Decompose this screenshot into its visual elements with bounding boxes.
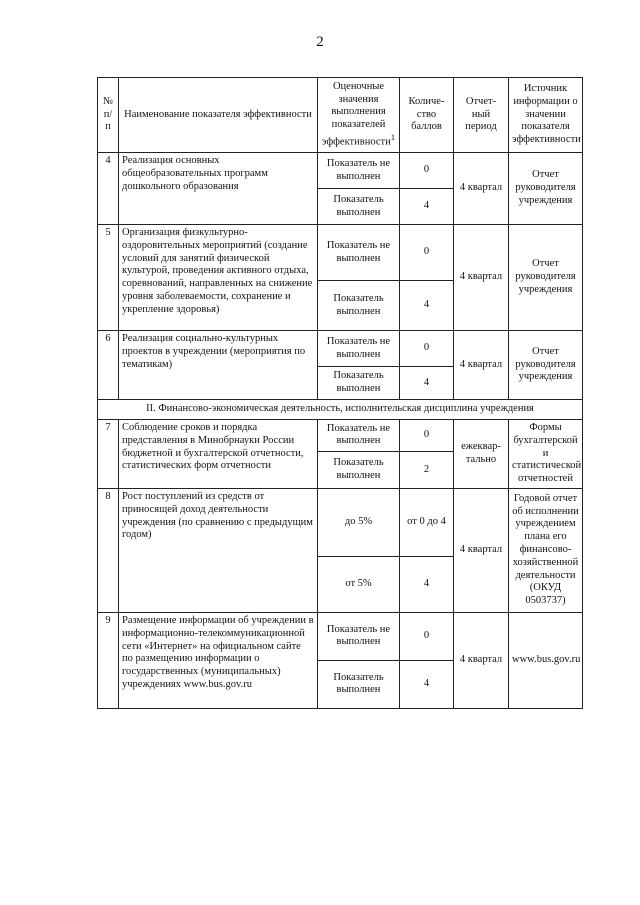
criterion-not-met: Показатель не выполнен [318,420,400,452]
table-row [98,612,583,660]
points-met: 4 [400,367,454,400]
section-row [98,400,583,420]
table-row [98,488,583,556]
row-number: 5 [98,225,119,331]
header-name: Наименование показателя эффективности [119,78,318,153]
header-criteria-footnote: 1 [390,131,396,142]
criterion-not-met: Показатель не выполнен [318,331,400,367]
indicator-name: Реализация социально-культурных проектов в учреждении (мероприятия по тематикам) [119,331,318,400]
criterion-met: Показатель выполнен [318,367,400,400]
header-points: Количе-ство баллов [400,78,454,153]
criterion-met: Показатель выполнен [318,281,400,331]
criterion-met: Показатель выполнен [318,660,400,708]
header-num: № п/п [98,78,119,153]
criterion-not-met: Показатель не выполнен [318,225,400,281]
row-number: 9 [98,612,119,708]
criterion-met: Показатель выполнен [318,189,400,225]
table-row [98,153,583,189]
info-source: www.bus.gov.ru [509,612,583,708]
header-row [98,78,583,153]
criterion-met: Показатель выполнен [318,451,400,488]
report-period: 4 квартал [454,612,509,708]
header-period: Отчет-ный период [454,78,509,153]
row-number: 4 [98,153,119,225]
points-not-met: 0 [400,331,454,367]
kpi-table [97,77,583,709]
points-met: 2 [400,451,454,488]
report-period: 4 квартал [454,225,509,331]
points-not-met: 0 [400,612,454,660]
header-criteria [318,78,400,153]
row-number: 7 [98,420,119,489]
criterion-range-high: от 5% [318,556,400,612]
page-number: 2 [316,34,324,50]
section-title: II. Финансово-экономическая деятельность, исполнительская дисциплина учреждения [98,400,583,420]
points-not-met: 0 [400,225,454,281]
report-period: 4 квартал [454,488,509,612]
indicator-name: Размещение информации об учреждении в информационно-телекоммуникационной сети «Интернет» на официальном сайте по размещению информации о государственных (муниципальных) учреждениях www.bus.gov.ru [119,612,318,708]
criterion-not-met: Показатель не выполнен [318,612,400,660]
points-range-high: 4 [400,556,454,612]
indicator-name: Организация физкультурно-оздоровительных мероприятий (создание условий для занятий физической культурой, проведения активного отдыха, соревнований, направленных на снижение уровня заболеваемости, сохранение и укрепление здоровья) [119,225,318,331]
info-source: Формы бухгалтерской и статистической отчетностей [509,420,583,489]
info-source: Отчет руководителя учреждения [509,331,583,400]
criterion-range-low: до 5% [318,488,400,556]
criterion-not-met: Показатель не выполнен [318,153,400,189]
info-source: Отчет руководителя учреждения [509,153,583,225]
table-row [98,225,583,281]
row-number: 6 [98,331,119,400]
info-source: Годовой отчет об исполнении учреждением плана его финансово-хозяйственной деятельности (ОКУД 0503737) [509,488,583,612]
info-source: Отчет руководителя учреждения [509,225,583,331]
points-met: 4 [400,189,454,225]
indicator-name: Рост поступлений из средств от приносящей доход деятельности учреждения (по сравнению с предыдущим годом) [119,488,318,612]
points-range-low: от 0 до 4 [400,488,454,556]
report-period: 4 квартал [454,153,509,225]
table-row [98,331,583,367]
indicator-name: Реализация основных общеобразовательных программ дошкольного образования [119,153,318,225]
table-row [98,420,583,452]
indicator-name: Соблюдение сроков и порядка представления в Минобрнауки России бюджетной и бухгалтерской отчетности, статистических форм отчетности [119,420,318,489]
points-met: 4 [400,660,454,708]
report-period: ежеквар-тально [454,420,509,489]
header-criteria-text: Оценочные значения выполнения показателей эффективности [321,80,391,148]
row-number: 8 [98,488,119,612]
points-not-met: 0 [400,420,454,452]
report-period: 4 квартал [454,331,509,400]
header-source: Источник информации о значении показателя эффективности [509,78,583,153]
points-met: 4 [400,281,454,331]
points-not-met: 0 [400,153,454,189]
